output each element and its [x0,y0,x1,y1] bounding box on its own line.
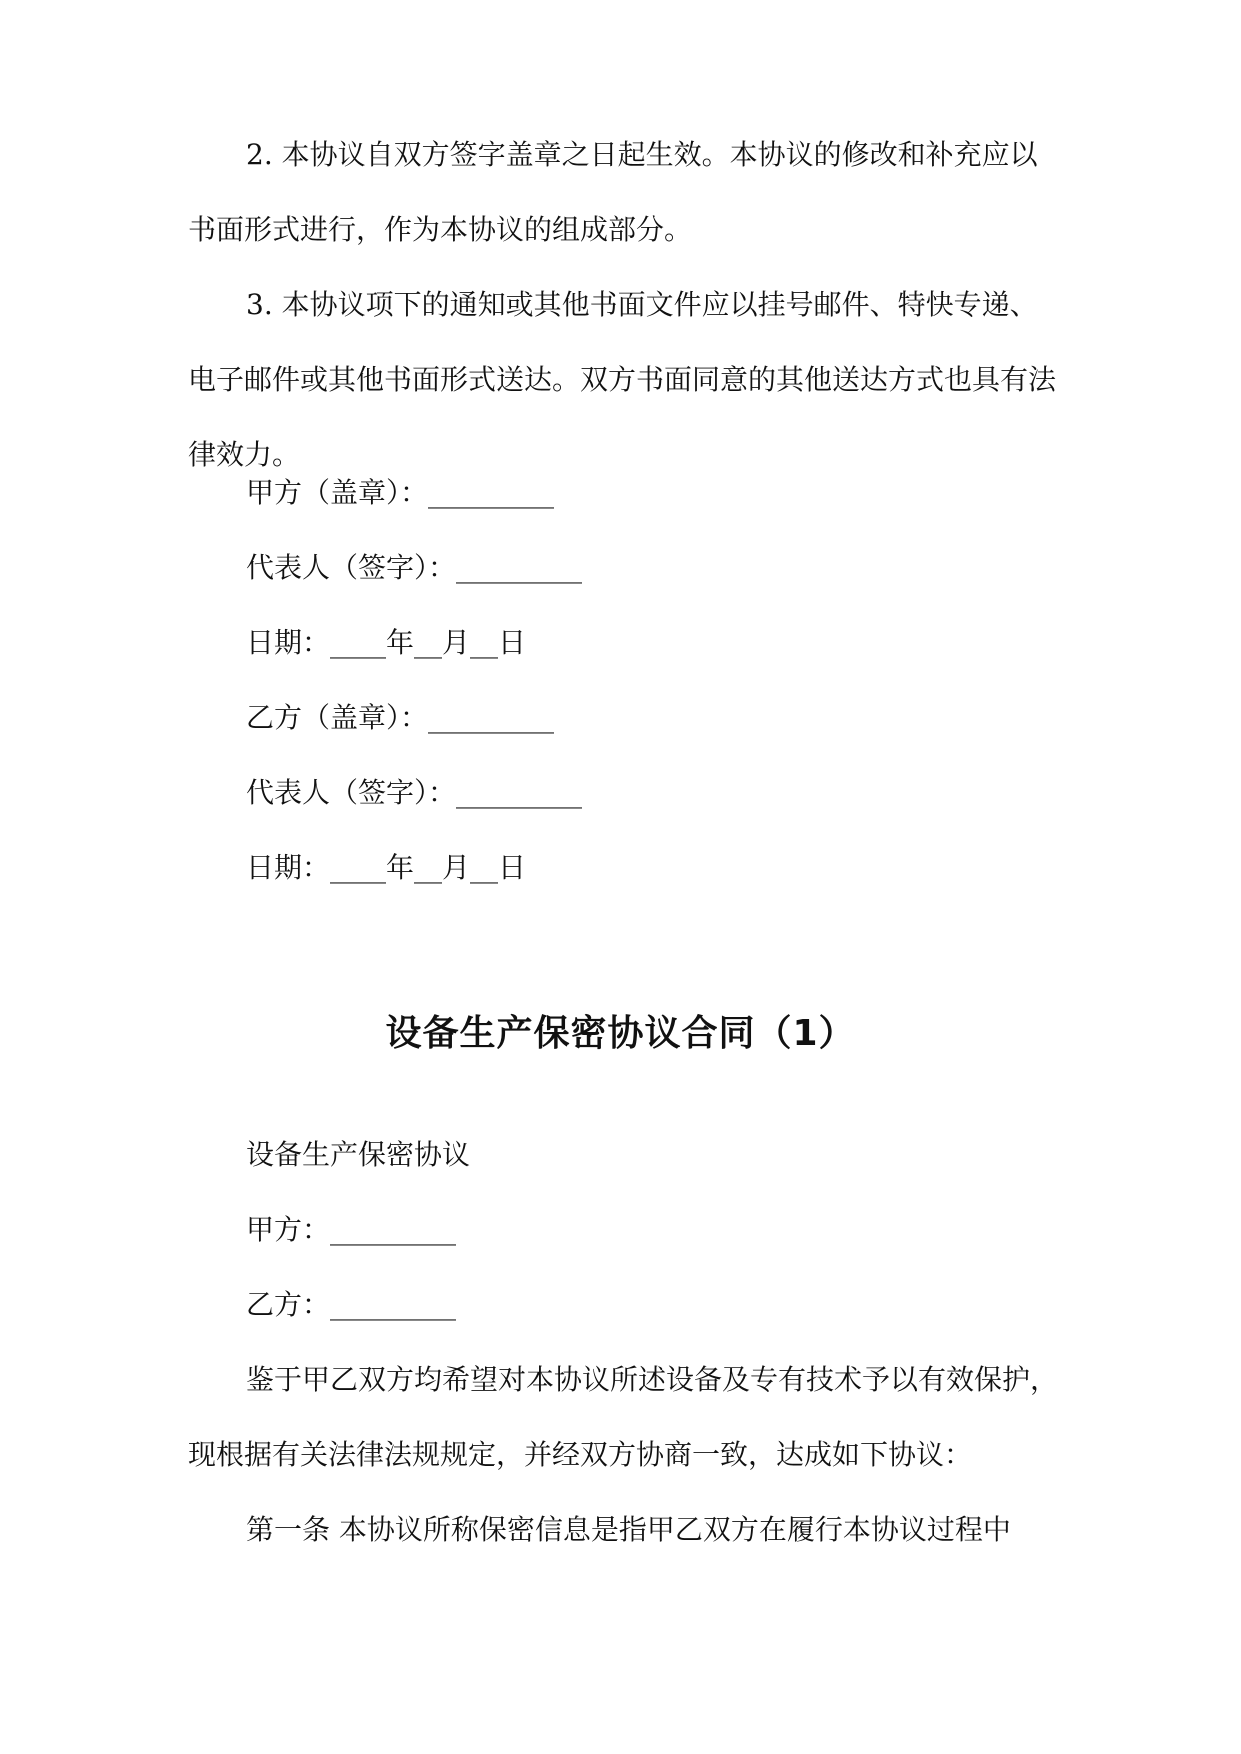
clause-2-paragraph: 2. 本协议自双方签字盖章之日起生效。本协议的修改和补充应以书面形式进行，作为本协议的组成部分。 [188,138,1038,246]
party-a-field: 甲方：_________ [246,1213,457,1246]
party-a-representative-line: 代表人（签字）：_________ [246,551,583,584]
party-b-field: 乙方：_________ [246,1288,457,1321]
preamble-paragraph: 鉴于甲乙双方均希望对本协议所述设备及专有技术予以有效保护，现根据有关法律法规规定，并经双方协商一致，达成如下协议： [188,1363,1059,1471]
party-a-date-line: 日期：____年__月__日 [246,626,527,659]
party-b-date-line: 日期：____年__月__日 [246,851,527,884]
party-b-seal-line: 乙方（盖章）：_________ [246,701,555,734]
party-a-seal-line: 甲方（盖章）：_________ [246,476,555,509]
contract-title: 设备生产保密协议合同（1） [385,1013,856,1054]
party-b-representative-line: 代表人（签字）：_________ [246,776,583,809]
clause-3-paragraph: 3. 本协议项下的通知或其他书面文件应以挂号邮件、特快专递、电子邮件或其他书面形式送达。双方书面同意的其他送达方式也具有法律效力。 [188,288,1057,471]
article-1-paragraph: 第一条 本协议所称保密信息是指甲乙双方在履行本协议过程中 [246,1513,1011,1546]
agreement-subtitle: 设备生产保密协议 [246,1138,471,1171]
